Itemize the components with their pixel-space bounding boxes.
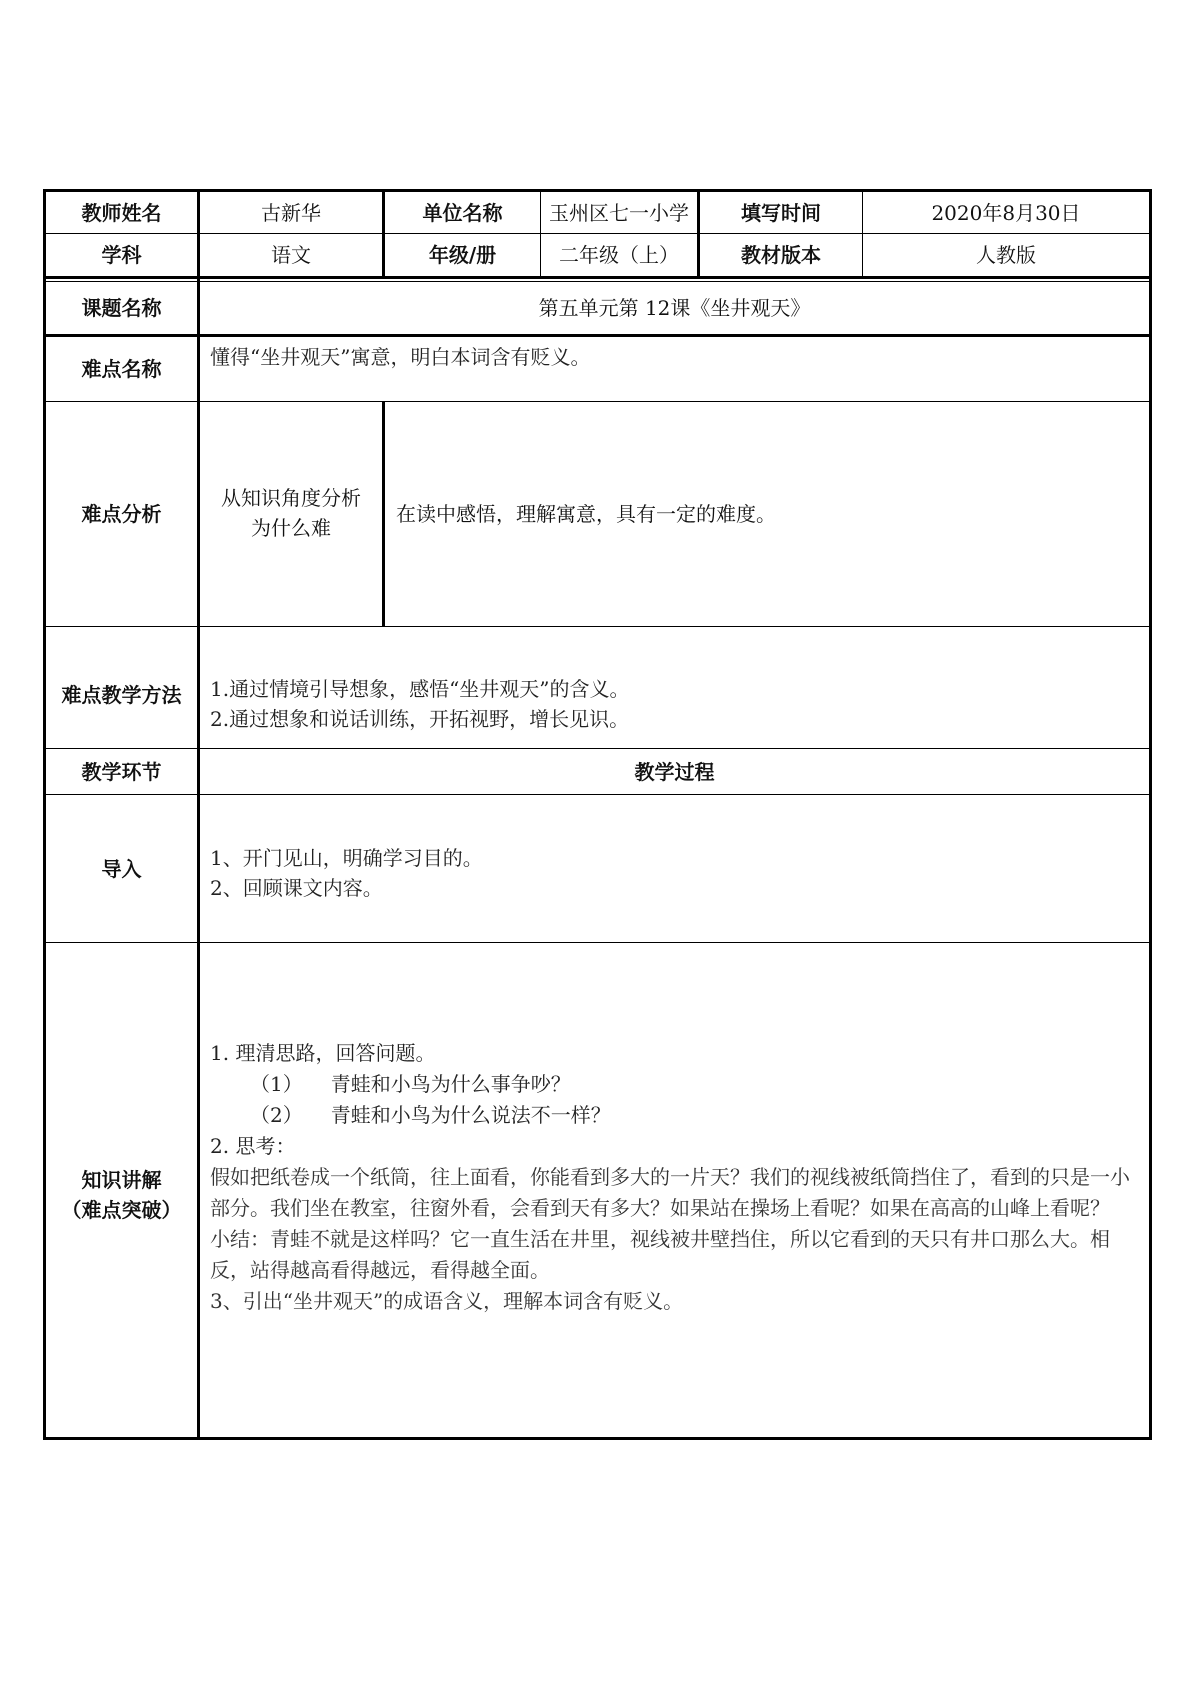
knowledge-content [210, 1038, 1142, 1317]
topic-label: 课题名称 [81, 296, 162, 320]
row-divider [43, 334, 1152, 337]
question-number: （2） [250, 1103, 303, 1127]
knowledge-label-line-2: （难点突破） [61, 1198, 182, 1222]
knowledge-label [46, 1163, 197, 1227]
question-text: 青蛙和小鸟为什么事争吵？ [330, 1072, 571, 1096]
teaching-process-header: 教学过程 [634, 759, 715, 784]
table-border-bottom [43, 1437, 1152, 1440]
row-divider [43, 276, 1152, 279]
teaching-stage-header: 教学环节 [81, 759, 162, 784]
knowledge-label-line-1: 知识讲解 [81, 1168, 162, 1192]
question-text: 青蛙和小鸟为什么说法不一样？ [330, 1103, 611, 1127]
topic-value: 第五单元第 12课《坐井观天》 [538, 296, 811, 320]
fill-date-value: 2020年8月30日 [931, 200, 1081, 225]
row-divider [43, 794, 1152, 795]
unit-name-label: 单位名称 [422, 200, 503, 225]
row-divider [43, 626, 1152, 627]
edition-value: 人教版 [976, 243, 1036, 267]
teacher-name-value: 古新华 [261, 200, 321, 225]
analysis-label: 难点分析 [81, 502, 162, 526]
difficulty-label: 难点名称 [81, 357, 162, 381]
knowledge-step-2: 2. 思考： [210, 1134, 296, 1158]
subject-value: 语文 [271, 243, 311, 267]
analysis-sub-label [200, 483, 382, 545]
analysis-sub-divider [382, 401, 385, 626]
unit-name-value: 玉州区七一小学 [549, 200, 689, 225]
method-list [210, 674, 1140, 734]
edition-label: 教材版本 [741, 243, 821, 267]
difficulty-value: 懂得“坐井观天”寓意，明白本词含有贬义。 [210, 345, 591, 369]
analysis-value: 在读中感悟，理解寓意，具有一定的难度。 [396, 502, 776, 526]
method-item: 2.通过想象和说话训练，开拓视野，增长见识。 [210, 707, 630, 731]
knowledge-question-1 [210, 1069, 1142, 1100]
grade-label: 年级/册 [428, 243, 497, 267]
knowledge-paragraph-2: 小结：青蛙不就是这样吗？它一直生活在井里，视线被井壁挡住，所以它看到的天只有井口那么大。相反，站得越高看得越远，看得越全面。 [210, 1227, 1110, 1282]
fill-date-label: 填写时间 [741, 200, 821, 225]
method-label: 难点教学方法 [61, 682, 182, 707]
method-item: 1.通过情境引导想象，感悟“坐井观天”的含义。 [210, 677, 630, 701]
analysis-sub-label-line-1: 从知识角度分析 [221, 486, 361, 510]
question-number: （1） [250, 1072, 303, 1096]
analysis-sub-label-line-2: 为什么难 [251, 516, 331, 540]
knowledge-step-3: 3、引出“坐井观天”的成语含义，理解本词含有贬义。 [210, 1289, 684, 1313]
grade-value: 二年级（上） [559, 243, 679, 267]
knowledge-paragraph-1: 假如把纸卷成一个纸筒，往上面看，你能看到多大的一片天？我们的视线被纸筒挡住了，看到的只是一小部分。我们坐在教室，往窗外看，会看到天有多大？如果站在操场上看呢？如果在高高的山峰上看呢？ [210, 1165, 1130, 1220]
intro-item: 2、回顾课文内容。 [210, 876, 383, 900]
intro-list [210, 843, 1140, 903]
knowledge-question-2 [210, 1100, 1142, 1131]
table-border-right [1149, 189, 1152, 1440]
intro-label: 导入 [101, 856, 142, 881]
row-divider [43, 942, 1152, 943]
knowledge-step-1: 1. 理清思路，回答问题。 [210, 1041, 436, 1065]
teacher-name-label: 教师姓名 [81, 200, 162, 225]
intro-item: 1、开门见山，明确学习目的。 [210, 846, 483, 870]
label-column-divider [197, 189, 200, 1440]
subject-label: 学科 [101, 243, 142, 267]
